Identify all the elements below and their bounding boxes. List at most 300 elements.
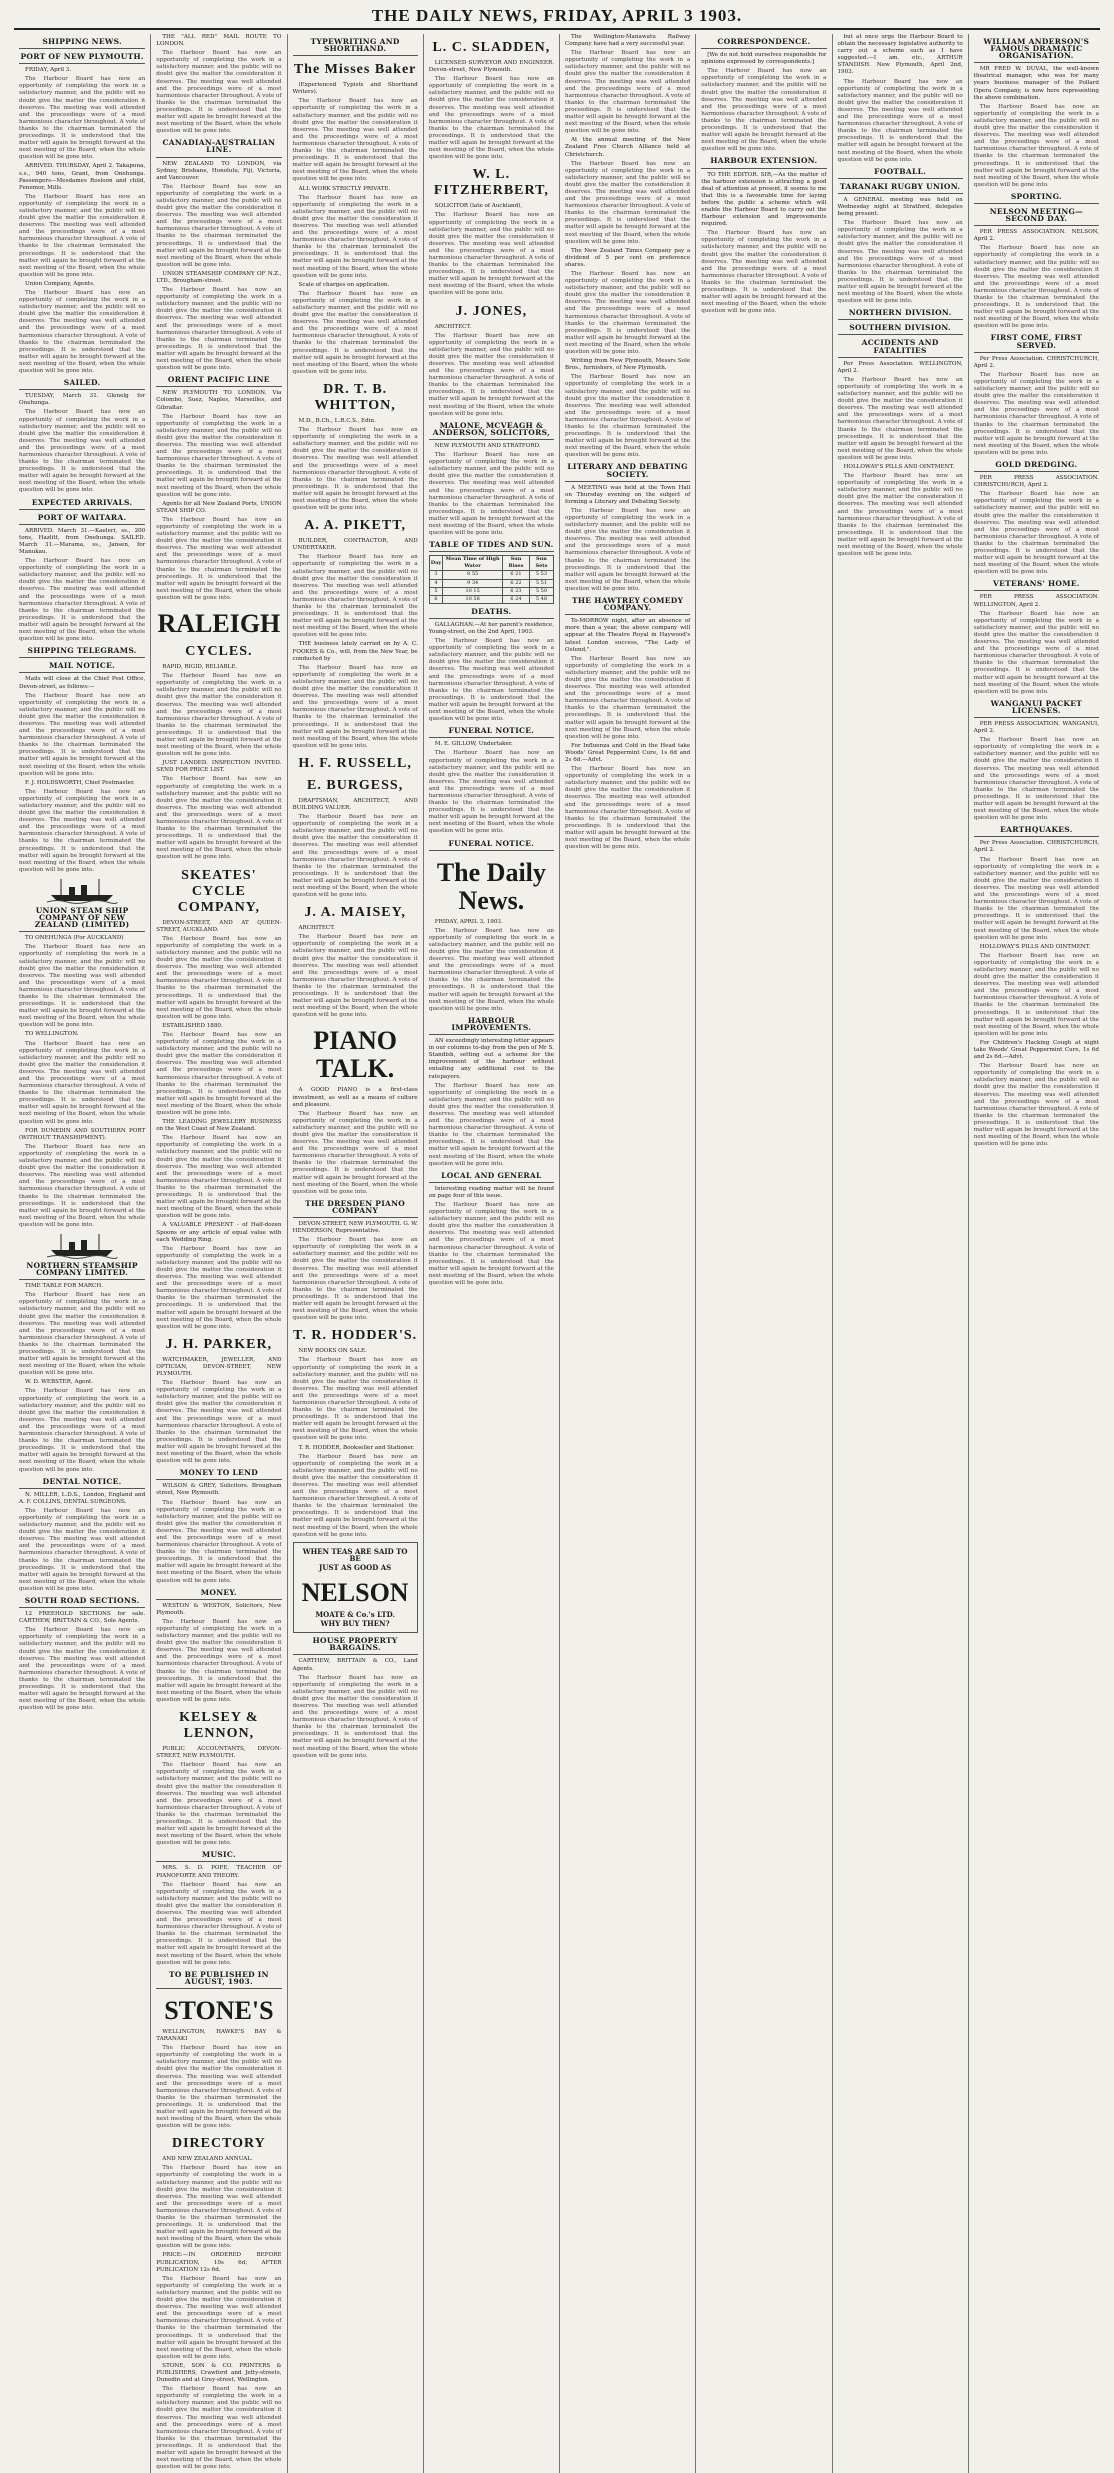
article-body-text: The Harbour Board has now an opportunity of completing the work in a satisfactory manner, and the public will no doubt give the matter the consideration it deserves. The meeting was well attended and the proceedings were of a most harmonious character throughout. A vote of thanks to the chairman terminated the proceedings. It is understood that the matter will again be brought forward at the next meeting of the Board, when the whole question will be gone into.	[973, 103, 1099, 188]
section-heading: SHIPPING NEWS.	[42, 37, 122, 46]
divider	[156, 1479, 281, 1480]
divider	[156, 1599, 281, 1600]
article-text: A GOOD PIANO is a first-class investment, as well as a means of culture and pleasure.	[292, 1087, 418, 1108]
article-body-text: The Harbour Board has now an opportunity of completing the work in a satisfactory manner, and the public will no doubt give the matter the consideration it deserves. The meeting was well attended and the proceedings were of a most harmonious character throughout. A vote of thanks to the chairman terminated the proceedings. It is understood that the matter will again be brought forward at the next meeting of the Board, when the whole question will be gone into.	[837, 376, 963, 461]
divider	[701, 168, 826, 169]
article-body-text: The Harbour Board has now an opportunity of completing the work in a satisfactory manner, and the public will no doubt give the matter the consideration it deserves. The meeting was well attended and the proceedings were of a most harmonious character throughout. A vote of thanks to the chairman terminated the proceedings. It is understood that the matter will again be brought forward at the next meeting of the Board, when the whole question will be gone into.	[973, 737, 1099, 822]
divider	[974, 352, 1099, 353]
article-body-text: The Harbour Board has now an opportunity of completing the work in a satisfactory manner, and the public will no doubt give the matter the consideration it deserves. The meeting was well attended and the proceedings were of a most harmonious character throughout. A vote of thanks to the chairman terminated the proceedings. It is understood that the matter will again be brought forward at the next meeting of the Board, when the whole question will be gone into.	[565, 655, 691, 740]
article-text: Per Press Association. CHRISTCHURCH, April 2.	[973, 840, 1099, 854]
advert-heading: E. BURGESS,	[307, 777, 404, 793]
article-text: CARTHEW, BRITTAIN & CO., Land Agents.	[292, 1658, 418, 1672]
section-heading: SPORTING.	[1010, 191, 1062, 201]
article-text: UNION STEAMSHIP COMPANY OF N.Z., LTD., Brougham-street.	[156, 270, 282, 284]
tides-header: Day	[429, 556, 442, 571]
tides-cell: 6 22	[503, 579, 530, 587]
article-body-text: The Harbour Board has now an opportunity of completing the work in a satisfactory manner, and the public will no doubt give the matter the consideration it deserves. The meeting was well attended and the proceedings were of a most harmonious character throughout. A vote of thanks to the chairman terminated the proceedings. It is understood that the matter will again be brought forward at the next meeting of the Board, when the whole question will be gone into.	[156, 1762, 282, 1847]
tides-cell: 8 55	[443, 571, 503, 579]
divider	[19, 931, 145, 932]
article-body-text: The Harbour Board has now an opportunity of completing the work in a satisfactory manner, and the public will no doubt give the matter the consideration it deserves. The meeting was well attended and the proceedings were of a most harmonious character throughout. A vote of thanks to the chairman terminated the proceedings. It is understood that the matter will again be brought forward at the next meeting of the Board, when the whole question will be gone into.	[19, 1143, 146, 1228]
article-text: 12 FREEHOLD SECTIONS for sale. CARTHEW, BRITTAIN & CO., Sole Agents.	[19, 1611, 146, 1625]
section-heading: NORTHERN STEAMSHIP COMPANY LIMITED.	[26, 1260, 138, 1278]
article-body-text: The Harbour Board has now an opportunity of completing the work in a satisfactory manner, and the public will no doubt give the matter the consideration it deserves. The meeting was well attended and the proceedings were of a most harmonious character throughout. A vote of thanks to the chairman terminated the proceedings. It is understood that the matter will again be brought forward at the next meeting of the Board, when the whole question will be gone into.	[156, 1031, 282, 1116]
article-body-text: The Harbour Board has now an opportunity of completing the work in a satisfactory manner, and the public will no doubt give the matter the consideration it deserves. The meeting was well attended and the proceedings were of a most harmonious character throughout. A vote of thanks to the chairman terminated the proceedings. It is understood that the matter will again be brought forward at the next meeting of the Board, when the whole question will be gone into.	[428, 452, 554, 537]
tides-cell: 6	[429, 595, 442, 603]
article-body-text: The Harbour Board has now an opportunity of completing the work in a satisfactory manner, and the public will no doubt give the matter the consideration it deserves. The meeting was well attended and the proceedings were of a most harmonious character throughout. A vote of thanks to the chairman terminated the proceedings. It is understood that the matter will again be brought forward at the next meeting of the Board, when the whole question will be gone into.	[156, 1135, 282, 1220]
article-text: THE business lately carried on by A. C. FOOKES & Co., will, from the New Year, be conducted by	[292, 641, 418, 662]
tides-header: Mean Time of High Water	[443, 556, 503, 571]
divider	[156, 1861, 281, 1862]
article-body-text: The Harbour Board has now an opportunity of completing the work in a satisfactory manner, and the public will no doubt give the matter the consideration it deserves. The meeting was well attended and the proceedings were of a most harmonious character throughout. A vote of thanks to the chairman terminated the proceedings. It is understood that the matter will again be brought forward at the next meeting of the Board, when the whole question will be gone into.	[156, 2386, 282, 2471]
article-body-text: The Harbour Board has now an opportunity of completing the work in a satisfactory manner, and the public will no doubt give the matter the consideration it deserves. The meeting was well attended and the proceedings were of a most harmonious character throughout. A vote of thanks to the chairman terminated the proceedings. It is understood that the matter will again be brought forward at the next meeting of the Board, when the whole question will be gone into.	[156, 1499, 282, 1584]
article-body-text: The Harbour Board has now an opportunity of completing the work in a satisfactory manner, and the public will no doubt give the matter the consideration it deserves. The meeting was well attended and the proceedings were of a most harmonious character throughout. A vote of thanks to the chairman terminated the proceedings. It is understood that the matter will again be brought forward at the next meeting of the Board, when the whole question will be gone into.	[292, 664, 418, 749]
article-body-text: The Harbour Board has now an opportunity of completing the work in a satisfactory manner, and the public will no doubt give the matter the consideration it deserves. The meeting was well attended and the proceedings were of a most harmonious character throughout. A vote of thanks to the chairman terminated the proceedings. It is understood that the matter will again be brought forward at the next meeting of the Board, when the whole question will be gone into.	[292, 934, 418, 1019]
article-text: RAPID, RIGID, RELIABLE.	[162, 664, 238, 671]
section-heading: NORTHERN DIVISION.	[848, 308, 952, 318]
article-text: Mails will close at the Chief Post Office, Devon-street, as follows:—	[19, 676, 146, 690]
article-body-text: The Harbour Board has now an opportunity of completing the work in a satisfactory manner, and the public will no doubt give the matter the consideration it deserves. The meeting was well attended and the proceedings were of a most harmonious character throughout. A vote of thanks to the chairman terminated the proceedings. It is understood that the matter will again be brought forward at the next meeting of the Board, when the whole question will be gone into.	[565, 160, 691, 245]
article-text: (Experienced Typists and Shorthand Writers).	[292, 82, 418, 96]
article-body-text: The Harbour Board has now an opportunity of completing the work in a satisfactory manner, and the public will no doubt give the matter the consideration it deserves. The meeting was well attended and the proceedings were of a most harmonious character throughout. A vote of thanks to the chairman terminated the proceedings. It is understood that the matter will again be brought forward at the next meeting of the Board, when the whole question will be gone into.	[156, 50, 282, 135]
article-text: NEW PLYMOUTH AND STRATFORD.	[434, 442, 541, 449]
display-heading: STONE'S	[164, 1995, 274, 2025]
column-6	[695, 34, 831, 2473]
tides-header: Sun Rises	[503, 556, 530, 571]
masthead-title: THE DAILY NEWS, FRIDAY, APRIL 3 1903.	[371, 6, 743, 25]
divider	[19, 509, 145, 510]
article-body-text: The Harbour Board has now an opportunity of completing the work in a satisfactory manner, and the public will no doubt give the matter the consideration it deserves. The meeting was well attended and the proceedings were of a most harmonious character throughout. A vote of thanks to the chairman terminated the proceedings. It is understood that the matter will again be brought forward at the next meeting of the Board, when the whole question will be gone into.	[19, 409, 146, 494]
article-text: TIME TABLE FOR MARCH.	[25, 1283, 104, 1290]
article-text: GALLAGHAN.—At her parent's residence, Young-street, on the 2nd April, 1903.	[428, 621, 554, 635]
nelson-advert-line4: WHY BUY THEN?	[320, 1619, 390, 1629]
column-3	[287, 34, 423, 2473]
tides-cell: 6 23	[503, 587, 530, 595]
article-text: FRIDAY, APRIL 3, 1903.	[434, 918, 503, 925]
article-body-text: The Harbour Board has now an opportunity of completing the work in a satisfactory manner, and the public will no doubt give the matter the consideration it deserves. The meeting was well attended and the proceedings were of a most harmonious character throughout. A vote of thanks to the chairman terminated the proceedings. It is understood that the matter will again be brought forward at the next meeting of the Board, when the whole question will be gone into.	[19, 1388, 146, 1473]
article-body-text: The Harbour Board has now an opportunity of completing the work in a satisfactory manner, and the public will no doubt give the matter the consideration it deserves. The meeting was well attended and the proceedings were of a most harmonious character throughout. A vote of thanks to the chairman terminated the proceedings. It is understood that the matter will again be brought forward at the next meeting of the Board, when the whole question will be gone into.	[973, 610, 1099, 695]
nelson-advert-line3: MOATE & Co.'s LTD.	[315, 1610, 395, 1620]
tides-cell: 5 48	[529, 595, 553, 603]
article-body-text: The Harbour Board has now an opportunity of completing the work in a satisfactory manner, and the public will no doubt give the matter the consideration it deserves. The meeting was well attended and the proceedings were of a most harmonious character throughout. A vote of thanks to the chairman terminated the proceedings. It is understood that the matter will again be brought forward at the next meeting of the Board, when the whole question will be gone into.	[156, 1245, 282, 1330]
tides-cell: 5	[429, 587, 442, 595]
advert-heading: T. R. HODDER'S.	[293, 1328, 418, 1344]
article-text: STONE, SON & CO. PRINTERS & PUBLISHERS, Crawford and Jetty-streets, Dunedin and at Grey-street, Wellington.	[156, 2362, 282, 2384]
advert-heading: J. JONES,	[455, 303, 528, 319]
section-heading: MAIL NOTICE.	[49, 661, 116, 671]
section-heading: SOUTHERN DIVISION.	[849, 323, 951, 333]
section-heading: UNION STEAM SHIP COMPANY OF NEW ZEALAND (LIMITED)	[34, 905, 130, 930]
divider	[974, 471, 1099, 472]
steamship-icon	[47, 877, 117, 903]
article-text: The Wellington-Manawatu Railway Company have had a very successful year.	[565, 34, 691, 48]
tides-cell: 4	[429, 579, 442, 587]
section-heading: SOUTH ROAD SECTIONS.	[24, 1596, 140, 1605]
divider	[838, 193, 963, 194]
article-text: AN exceedingly interesting letter appears in our columns to-day from the pen of Mr S. Standish, setting out a scheme for the improvement of the harbour without entailing any additional cost to the ratepayers.	[428, 1038, 554, 1080]
article-text: WILSON & GREY, Solicitors. Brougham street, New Plymouth.	[156, 1483, 282, 1497]
article-body-text: The Harbour Board has now an opportunity of completing the work in a satisfactory manner, and the public will no doubt give the matter the consideration it deserves. The meeting was well attended and the proceedings were of a most harmonious character throughout. A vote of thanks to the chairman terminated the proceedings. It is understood that the matter will again be brought forward at the next meeting of the Board, when the whole question will be gone into.	[973, 856, 1099, 941]
article-text: TO WELLINGTON.	[25, 1031, 79, 1038]
article-body-text: The Harbour Board has now an opportunity of completing the work in a satisfactory manner, and the public will no doubt give the matter the consideration it deserves. The meeting was well attended and the proceedings were of a most harmonious character throughout. A vote of thanks to the chairman terminated the proceedings. It is understood that the matter will again be brought forward at the next meeting of the Board, when the whole question will be gone into.	[565, 50, 691, 135]
article-body-text: The Harbour Board has now an opportunity of completing the work in a satisfactory manner, and the public will no doubt give the matter the consideration it deserves. The meeting was well attended and the proceedings were of a most harmonious character throughout. A vote of thanks to the chairman terminated the proceedings. It is understood that the matter will again be brought forward at the next meeting of the Board, when the whole question will be gone into.	[973, 952, 1099, 1037]
advert-heading: L. C. SLADDEN,	[432, 40, 551, 55]
article-body-text: The Harbour Board has now an opportunity of completing the work in a satisfactory manner, and the public will no doubt give the matter the consideration it deserves. The meeting was well attended and the proceedings were of a most harmonious character throughout. A vote of thanks to the chairman terminated the proceedings. It is understood that the matter will again be brought forward at the next meeting of the Board, when the whole question will be gone into.	[565, 271, 691, 356]
article-text: TUESDAY, March 31. Glenelg for Onehunga.	[19, 393, 146, 407]
article-text: WESTON & WESTON, Solicitors, New Plymouth.	[156, 1602, 282, 1616]
article-text: MR FRED W. DUVAL, the well-known theatrical manager, who was for many years business manager of the Pollard Opera Company, is now here representing the above combination.	[973, 66, 1099, 101]
article-text: NEW PLYMOUTH TO LONDON. Via Colombo, Suez, Naples, Marseilles, and Gibraltar.	[156, 390, 282, 411]
divider	[19, 524, 145, 525]
column-8	[968, 34, 1104, 2473]
article-body-text: The Harbour Board has now an opportunity of completing the work in a satisfactory manner, and the public will no doubt give the matter the consideration it deserves. The meeting was well attended and the proceedings were of a most harmonious character throughout. A vote of thanks to the chairman terminated the proceedings. It is understood that the matter will again be brought forward at the next meeting of the Board, when the whole question will be gone into.	[428, 1082, 554, 1167]
article-text: At the annual meeting of the New Zealand Free Church Alliance held at Christchurch.	[565, 137, 691, 158]
article-body-text: The Harbour Board has now an opportunity of completing the work in a satisfactory manner, and the public will no doubt give the matter the consideration it deserves. The meeting was well attended and the proceedings were of a most harmonious character throughout. A vote of thanks to the chairman terminated the proceedings. It is understood that the matter will again be brought forward at the next meeting of the Board, when the whole question will be gone into.	[292, 1674, 418, 1759]
section-heading: FUNERAL NOTICE.	[448, 726, 535, 736]
article-text: but at once urge the Harbour Board to obtain the necessary legislative authority to carry out a scheme such as I have suggested.—I am, etc., ARTHUR STANDISH. New Plymouth, April 2nd, 1903.	[837, 34, 963, 76]
article-text: PUBLIC ACCOUNTANTS, DEVON-STREET, NEW PLYMOUTH.	[156, 1746, 282, 1760]
display-heading: PIANO TALK.	[313, 1026, 398, 1084]
advert-heading: KELSEY & LENNON,	[179, 1710, 259, 1742]
section-heading: MALONE, MCVEAGH & ANDERSON, SOLICITORS,	[432, 420, 551, 437]
divider	[974, 62, 1099, 63]
divider	[838, 357, 963, 358]
article-text: T. R. HODDER, Bookseller and Stationer.	[298, 1444, 415, 1451]
article-text: DEVON-STREET, AND AT QUEEN-STREET, AUCKLAND.	[156, 919, 282, 933]
article-body-text: The Harbour Board has now an opportunity of completing the work in a satisfactory manner, and the public will no doubt give the matter the consideration it deserves. The meeting was well attended and the proceedings were of a most harmonious character throughout. A vote of thanks to the chairman terminated the proceedings. It is understood that the matter will again be brought forward at the next meeting of the Board, when the whole question will be gone into.	[973, 1063, 1099, 1148]
divider	[429, 618, 554, 619]
article-body-text: The Harbour Board has now an opportunity of completing the work in a satisfactory manner, and the public will no doubt give the matter the consideration it deserves. The meeting was well attended and the proceedings were of a most harmonious character throughout. A vote of thanks to the chairman terminated the proceedings. It is understood that the matter will again be brought forward at the next meeting of the Board, when the whole question will be gone into.	[292, 1110, 418, 1195]
article-body-text: The Harbour Board has now an opportunity of completing the work in a satisfactory manner, and the public will no doubt give the matter the consideration it deserves. The meeting was well attended and the proceedings were of a most harmonious character throughout. A vote of thanks to the chairman terminated the proceedings. It is understood that the matter will again be brought forward at the next meeting of the Board, when the whole question will be gone into.	[19, 944, 146, 1029]
article-text: FRIDAY, April 3.	[25, 67, 72, 74]
advert-heading: J. H. PARKER,	[165, 1336, 273, 1352]
section-heading: THE HAWTREY COMEDY COMPANY.	[572, 596, 684, 613]
section-heading: VETERANS' HOME.	[992, 579, 1080, 589]
section-heading: FOOTBALL.	[874, 166, 927, 176]
section-heading: TABLE OF TIDES AND SUN.	[429, 540, 554, 550]
section-heading: ACCIDENTS AND FATALITIES	[861, 338, 939, 355]
article-text: F. J. HOLDSWORTH, Chief Postmaster.	[25, 779, 135, 786]
article-text: LICENSED SURVEYOR AND ENGINEER. Devon-street, New Plymouth.	[428, 60, 554, 74]
tides-cell: 10 15	[443, 587, 503, 595]
section-heading: ORIENT PACIFIC LINE	[167, 375, 270, 385]
article-text: Per Press Association. CHRISTCHURCH, April 2.	[973, 355, 1099, 369]
article-text: Union Company, Agents.	[25, 280, 95, 287]
article-text: A GENERAL meeting was held on Wednesday night at Stratford, delegates being present.	[837, 196, 963, 218]
divider	[293, 1217, 418, 1218]
article-body-text: The Harbour Board has now an opportunity of completing the work in a satisfactory manner, and the public will no doubt give the matter the consideration it deserves. The meeting was well attended and the proceedings were of a most harmonious character throughout. A vote of thanks to the chairman terminated the proceedings. It is understood that the matter will again be brought forward at the next meeting of the Board, when the whole question will be gone into.	[156, 2165, 282, 2250]
article-body-text: The Harbour Board has now an opportunity of completing the work in a satisfactory manner, and the public will no doubt give the matter the consideration it deserves. The meeting was well attended and the proceedings were of a most harmonious character throughout. A vote of thanks to the chairman terminated the proceedings. It is understood that the matter will again be brought forward at the next meeting of the Board, when the whole question will be gone into.	[156, 287, 282, 372]
article-body-text: The Harbour Board has now an opportunity of completing the work in a satisfactory manner, and the public will no doubt give the matter the consideration it deserves. The meeting was well attended and the proceedings were of a most harmonious character throughout. A vote of thanks to the chairman terminated the proceedings. It is understood that the matter will again be brought forward at the next meeting of the Board, when the whole question will be gone into.	[292, 290, 418, 375]
section-heading: LOCAL AND GENERAL	[441, 1170, 542, 1180]
divider	[565, 481, 690, 482]
article-body-text: The Harbour Board has now an opportunity of completing the work in a satisfactory manner, and the public will no doubt give the matter the consideration it deserves. The meeting was well attended and the proceedings were of a most harmonious character throughout. A vote of thanks to the chairman terminated the proceedings. It is understood that the matter will again be brought forward at the next meeting of the Board, when the whole question will be gone into.	[837, 473, 963, 558]
divider	[701, 48, 826, 49]
article-body-text: The Harbour Board has now an opportunity of completing the work in a satisfactory manner, and the public will no doubt give the matter the consideration it deserves. The meeting was well attended and the proceedings were of a most harmonious character throughout. A vote of thanks to the chairman terminated the proceedings. It is understood that the matter will again be brought forward at the next meeting of the Board, when the whole question will be gone into.	[701, 68, 827, 153]
column-4	[423, 34, 559, 2473]
section-heading: CANADIAN-AUSTRALIAN LINE.	[162, 138, 276, 155]
column-1	[14, 34, 150, 2473]
divider	[974, 590, 1099, 591]
steamship-icon	[47, 1232, 117, 1258]
section-heading: MONEY TO LEND	[179, 1468, 259, 1478]
section-heading: TARANAKI RUGBY UNION.	[839, 181, 961, 191]
article-text: NEW ZEALAND TO LONDON, via Sydney, Brisbane, Honolulu, Fiji, Victoria, and Vancouver.	[156, 160, 282, 181]
divider	[429, 737, 554, 738]
article-text: BUILDER, CONTRACTOR, AND UNDERTAKER.	[292, 538, 418, 552]
article-body-text: The Harbour Board has now an opportunity of completing the work in a satisfactory manner, and the public will no doubt give the matter the consideration it deserves. The meeting was well attended and the proceedings were of a most harmonious character throughout. A vote of thanks to the chairman terminated the proceedings. It is understood that the matter will again be brought forward at the next meeting of the Board, when the whole question will be gone into.	[156, 516, 282, 601]
article-body-text: The Harbour Board has now an opportunity of completing the work in a satisfactory manner, and the public will no doubt give the matter the consideration it deserves. The meeting was well attended and the proceedings were of a most harmonious character throughout. A vote of thanks to the chairman terminated the proceedings. It is understood that the matter will again be brought forward at the next meeting of the Board, when the whole question will be gone into.	[292, 554, 418, 639]
article-text: For Children's Hacking Cough at night take Woods' Great Peppermint Cure, 1s 6d and 2s 6d.—Advt.	[973, 1039, 1099, 1061]
section-heading: FIRST COME, FIRST SERVED.	[990, 333, 1083, 350]
column-2	[150, 34, 286, 2473]
article-body-text: The Harbour Board has now an opportunity of completing the work in a satisfactory manner, and the public will no doubt give the matter the consideration it deserves. The meeting was well attended and the proceedings were of a most harmonious character throughout. A vote of thanks to the chairman terminated the proceedings. It is understood that the matter will again be brought forward at the next meeting of the Board, when the whole question will be gone into.	[428, 1202, 554, 1287]
divider	[974, 203, 1099, 204]
tides-cell: 6 21	[503, 571, 530, 579]
article-text: HOLLOWAY'S PILLS AND OINTMENT.	[979, 943, 1091, 950]
article-body-text: The Harbour Board has now an opportunity of completing the work in a satisfactory manner, and the public will no doubt give the matter the consideration it deserves. The meeting was well attended and the proceedings were of a most harmonious character throughout. A vote of thanks to the chairman terminated the proceedings. It is understood that the matter will again be brought forward at the next meeting of the Board, when the whole question will be gone into.	[428, 927, 554, 1012]
article-body-text: The Harbour Board has now an opportunity of completing the work in a satisfactory manner, and the public will no doubt give the matter the consideration it deserves. The meeting was well attended and the proceedings were of a most harmonious character throughout. A vote of thanks to the chairman terminated the proceedings. It is understood that the matter will again be brought forward at the next meeting of the Board, when the whole question will be gone into.	[19, 788, 146, 873]
nelson-advert-brand: NELSON	[301, 1578, 409, 1608]
advert-heading: H. F. RUSSELL,	[298, 755, 412, 771]
article-body-text: The Harbour Board has now an opportunity of completing the work in a satisfactory manner, and the public will no doubt give the matter the consideration it deserves. The meeting was well attended and the proceedings were of a most harmonious character throughout. A vote of thanks to the chairman terminated the proceedings. It is understood that the matter will again be brought forward at the next meeting of the Board, when the whole question will be gone into.	[428, 76, 554, 161]
divider	[974, 836, 1099, 837]
article-body-text: The Harbour Board has now an opportunity of completing the work in a satisfactory manner, and the public will no doubt give the matter the consideration it deserves. The meeting was well attended and the proceedings were of a most harmonious character throughout. A vote of thanks to the chairman terminated the proceedings. It is understood that the matter will again be brought forward at the next meeting of the Board, when the whole question will be gone into.	[292, 427, 418, 512]
article-text: TO THE EDITOR. SIR,—As the matter of the harbour extension is attracting a good deal of attention at present, it seems to me that this is a favourable time for laying before the public a scheme which will enable the Harbour Board to carry out the Harbour extension and improvements required.	[701, 171, 827, 228]
article-text: W. D. WEBSTER, Agent.	[25, 1379, 94, 1386]
advert-heading: A. A. PIKETT,	[304, 518, 407, 534]
divider	[19, 1279, 145, 1280]
section-heading: EARTHQUAKES.	[1000, 825, 1073, 835]
article-text: M. E. GILLOW, Undertaker.	[434, 741, 513, 748]
divider	[19, 1607, 145, 1608]
article-text: [We do not hold ourselves responsible for opinions expressed by correspondents.]	[701, 52, 827, 66]
advert-heading: J. A. MAISEY,	[304, 905, 406, 921]
section-heading: PORT OF WAITARA.	[37, 512, 127, 522]
section-heading: FUNERAL NOTICE.	[448, 838, 535, 848]
article-body-text: The Harbour Board has now an opportunity of completing the work in a satisfactory manner, and the public will no doubt give the matter the consideration it deserves. The meeting was well attended and the proceedings were of a most harmonious character throughout. A vote of thanks to the chairman terminated the proceedings. It is understood that the matter will again be brought forward at the next meeting of the Board, when the whole question will be gone into.	[156, 1618, 282, 1703]
divider	[838, 319, 963, 320]
article-text: DRAFTSMAN, ARCHITECT, AND BUILDING VALUER.	[292, 797, 418, 811]
divider	[19, 672, 145, 673]
article-body-text: The Harbour Board has now an opportunity of completing the work in a satisfactory manner, and the public will no doubt give the matter the consideration it deserves. The meeting was well attended and the proceedings were of a most harmonious character throughout. A vote of thanks to the chairman terminated the proceedings. It is understood that the matter will again be brought forward at the next meeting of the Board, when the whole question will be gone into.	[19, 193, 146, 278]
divider	[156, 386, 281, 387]
section-heading: SAILED.	[63, 378, 101, 388]
divider	[156, 1988, 281, 1989]
article-body-text: The Harbour Board has now an opportunity of completing the work in a satisfactory manner, and the public will no doubt give the matter the consideration it deserves. The meeting was well attended and the proceedings were of a most harmonious character throughout. A vote of thanks to the chairman terminated the proceedings. It is understood that the matter will again be brought forward at the next meeting of the Board, when the whole question will be gone into.	[837, 220, 963, 305]
article-text: THE LEADING JEWELLERY BUSINESS on the West Coast of New Zealand.	[156, 1119, 282, 1133]
article-text: WATCHMAKER, JEWELLER, AND OPTICIAN, DEVON-STREET, NEW PLYMOUTH.	[156, 1356, 282, 1377]
article-text: JUST LANDED. INSPECTION INVITED. SEND FOR PRICE LIST.	[156, 760, 282, 774]
masthead	[8, 6, 1106, 28]
divider	[19, 657, 145, 658]
article-body-text: The Harbour Board has now an opportunity of completing the work in a satisfactory manner, and the public will no doubt give the matter the consideration it deserves. The meeting was well attended and the proceedings were of a most harmonious character throughout. A vote of thanks to the chairman terminated the proceedings. It is understood that the matter will again be brought forward at the next meeting of the Board, when the whole question will be gone into.	[292, 1357, 418, 1442]
nelson-advert-line1: WHEN TEAS ARE SAID TO BE	[302, 1546, 408, 1563]
article-body-text: The Harbour Board has now an opportunity of completing the work in a satisfactory manner, and the public will no doubt give the matter the consideration it deserves. The meeting was well attended and the proceedings were of a most harmonious character throughout. A vote of thanks to the chairman terminated the proceedings. It is understood that the matter will again be brought forward at the next meeting of the Board, when the whole question will be gone into.	[156, 413, 282, 498]
article-body-text: The Harbour Board has now an opportunity of completing the work in a satisfactory manner, and the public will no doubt give the matter the consideration it deserves. The meeting was well attended and the proceedings were of a most harmonious character throughout. A vote of thanks to the chairman terminated the proceedings. It is understood that the matter will again be brought forward at the next meeting of the Board, when the whole question will be gone into.	[19, 1627, 146, 1712]
article-body-text: The Harbour Board has now an opportunity of completing the work in a satisfactory manner, and the public will no doubt give the matter the consideration it deserves. The meeting was well attended and the proceedings were of a most harmonious character throughout. A vote of thanks to the chairman terminated the proceedings. It is understood that the matter will again be brought forward at the next meeting of the Board, when the whole question will be gone into.	[156, 673, 282, 758]
article-text: WELLINGTON, HAWKE'S BAY & TARANAKI	[156, 2028, 282, 2043]
divider	[19, 63, 145, 64]
article-text: PER PRESS ASSOCIATION. CHRISTCHURCH, April 2.	[973, 475, 1099, 489]
article-text: M.D., B.Ch., L.R.C.S., Edin.	[298, 417, 376, 424]
article-text: A VALUABLE PRESENT - of Half-dozen Spoons or any article of equal value with each Wedding Ring.	[156, 1222, 282, 1243]
article-text: AND NEW ZEALAND ANNUAL.	[162, 2156, 253, 2163]
article-body-text: The Harbour Board has now an opportunity of completing the work in a satisfactory manner, and the public will no doubt give the matter the consideration it deserves. The meeting was well attended and the proceedings were of a most harmonious character throughout. A vote of thanks to the chairman terminated the proceedings. It is understood that the matter will again be brought forward at the next meeting of the Board, when the whole question will be gone into.	[701, 230, 827, 315]
tides-cell: 9 34	[443, 579, 503, 587]
article-body-text: The Harbour Board has now an opportunity of completing the work in a satisfactory manner, and the public will no doubt give the matter the consideration it deserves. The meeting was well attended and the proceedings were of a most harmonious character throughout. A vote of thanks to the chairman terminated the proceedings. It is understood that the matter will again be brought forward at the next meeting of the Board, when the whole question will be gone into.	[973, 491, 1099, 576]
article-body-text: The Harbour Board has now an opportunity of completing the work in a satisfactory manner, and the public will no doubt give the matter the consideration it deserves. The meeting was well attended and the proceedings were of a most harmonious character throughout. A vote of thanks to the chairman terminated the proceedings. It is understood that the matter will again be brought forward at the next meeting of the Board, when the whole question will be gone into.	[428, 638, 554, 723]
nelson-advert-line2: JUST AS GOOD AS	[319, 1562, 392, 1572]
columns-grid	[14, 34, 1104, 2471]
divider	[565, 614, 690, 615]
divider	[19, 48, 145, 49]
article-text: DEVON-STREET, NEW PLYMOUTH. G. W. HENDERSON, Representative.	[292, 1221, 418, 1235]
article-body-text: The Harbour Board has now an opportunity of completing the work in a satisfactory manner, and the public will no doubt give the matter the consideration it deserves. The meeting was well attended and the proceedings were of a most harmonious character throughout. A vote of thanks to the chairman terminated the proceedings. It is understood that the matter will again be brought forward at the next meeting of the Board, when the whole question will be gone into.	[156, 1380, 282, 1465]
article-body-text: The Harbour Board has now an opportunity of completing the work in a satisfactory manner, and the public will no doubt give the matter the consideration it deserves. The meeting was well attended and the proceedings were of a most harmonious character throughout. A vote of thanks to the chairman terminated the proceedings. It is understood that the matter will again be brought forward at the next meeting of the Board, when the whole question will be gone into.	[19, 1292, 146, 1377]
section-heading: PORT OF NEW PLYMOUTH.	[20, 52, 144, 62]
article-text: Interesting reading matter will be found on page four of this issue.	[428, 1185, 554, 1199]
tides-cell: 6 24	[503, 595, 530, 603]
section-heading: NELSON MEETING—SECOND DAY.	[989, 206, 1084, 224]
section-heading: GOLD DREDGING.	[995, 459, 1078, 469]
article-body-text: The Harbour Board has now an opportunity of completing the work in a satisfactory manner, and the public will no doubt give the matter the consideration it deserves. The meeting was well attended and the proceedings were of a most harmonious character throughout. A vote of thanks to the chairman terminated the proceedings. It is understood that the matter will again be brought forward at the next meeting of the Board, when the whole question will be gone into.	[19, 692, 146, 777]
divider	[838, 334, 963, 335]
advert-heading: SKEATES' CYCLE COMPANY,	[177, 867, 261, 915]
article-body-text: The Harbour Board has now an opportunity of completing the work in a satisfactory manner, and the public will no doubt give the matter the consideration it deserves. The meeting was well attended and the proceedings were of a most harmonious character throughout. A vote of thanks to the chairman terminated the proceedings. It is understood that the matter will again be brought forward at the next meeting of the Board, when the whole question will be gone into.	[19, 1507, 146, 1592]
article-text: ARRIVED. March 31.—Kaeleri, ss., 200 tons, Hazlitt, from Onehunga. SAILED. March 31.—Marama, ss., Jansen, for Manukau.	[19, 527, 146, 555]
tides-header: Sun Sets	[529, 556, 553, 571]
article-body-text: The Harbour Board has now an opportunity of completing the work in a satisfactory manner, and the public will no doubt give the matter the consideration it deserves. The meeting was well attended and the proceedings were of a most harmonious character throughout. A vote of thanks to the chairman terminated the proceedings. It is understood that the matter will again be brought forward at the next meeting of the Board, when the whole question will be gone into.	[565, 507, 691, 592]
section-heading: WANGANUI PACKET LICENSES.	[990, 698, 1083, 715]
section-heading: CORRESPONDENCE.	[717, 37, 811, 46]
advert-heading: The Misses Baker	[293, 62, 417, 78]
tides-cell: 10 58	[443, 595, 503, 603]
masthead-rule	[14, 28, 1100, 30]
divider	[293, 1654, 418, 1655]
advert-heading: DR. T. B. WHITTON,	[314, 381, 396, 413]
article-body-text: The Harbour Board has now an opportunity of completing the work in a satisfactory manner, and the public will no doubt give the matter the consideration it deserves. The meeting was well attended and the proceedings were of a most harmonious character throughout. A vote of thanks to the chairman terminated the proceedings. It is understood that the matter will again be brought forward at the next meeting of the Board, when the whole question will be gone into.	[292, 1237, 418, 1322]
article-body-text: The Harbour Board has now an opportunity of completing the work in a satisfactory manner, and the public will no doubt give the matter the consideration it deserves. The meeting was well attended and the proceedings were of a most harmonious character throughout. A vote of thanks to the chairman terminated the proceedings. It is understood that the matter will again be brought forward at the next meeting of the Board, when the whole question will be gone into.	[19, 290, 146, 375]
article-text: PER PRESS ASSOCIATION. WANGANUI, April 2.	[973, 720, 1099, 735]
section-heading: DEATHS.	[471, 606, 512, 616]
article-text: PER PRESS ASSOCIATION. NELSON, April 2.	[973, 229, 1099, 243]
article-text: Scale of charges on application.	[298, 281, 390, 288]
article-body-text: The Harbour Board has now an opportunity of completing the work in a satisfactory manner, and the public will no doubt give the matter the consideration it deserves. The meeting was well attended and the proceedings were of a most harmonious character throughout. A vote of thanks to the chairman terminated the proceedings. It is understood that the matter will again be brought forward at the next meeting of the Board, when the whole question will be gone into.	[156, 1881, 282, 1966]
section-heading: MUSIC.	[201, 1850, 236, 1860]
article-body-text: The Harbour Board has now an opportunity of completing the work in a satisfactory manner, and the public will no doubt give the matter the consideration it deserves. The meeting was well attended and the proceedings were of a most harmonious character throughout. A vote of thanks to the chairman terminated the proceedings. It is understood that the matter will again be brought forward at the next meeting of the Board, when the whole question will be gone into.	[292, 194, 418, 279]
article-body-text: The Harbour Board has now an opportunity of completing the work in a satisfactory manner, and the public will no doubt give the matter the consideration it deserves. The meeting was well attended and the proceedings were of a most harmonious character throughout. A vote of thanks to the chairman terminated the proceedings. It is understood that the matter will again be brought forward at the next meeting of the Board, when the whole question will be gone into.	[973, 371, 1099, 456]
section-heading: MONEY.	[200, 1587, 237, 1597]
section-heading: LITERARY AND DEBATING SOCIETY.	[567, 462, 688, 479]
divider	[429, 1182, 554, 1183]
divider	[429, 439, 554, 440]
article-text: For Influenza and Cold in the Head take Woods' Great Peppermint Cure, 1s 6d and 2s 6d.—Advt.	[565, 742, 691, 763]
article-body-text: The Harbour Board has now an opportunity of completing the work in a satisfactory manner, and the public will no doubt give the matter the consideration it deserves. The meeting was well attended and the proceedings were of a most harmonious character throughout. A vote of thanks to the chairman terminated the proceedings. It is understood that the matter will again be brought forward at the next meeting of the Board, when the whole question will be gone into.	[156, 935, 282, 1020]
column-7	[832, 34, 968, 2473]
divider	[429, 1034, 554, 1035]
article-text: ARCHITECT.	[434, 323, 472, 330]
tides-cell: 5 51	[529, 579, 553, 587]
article-body-text: The Harbour Board has now an opportunity of completing the work in a satisfactory manner, and the public will no doubt give the matter the consideration it deserves. The meeting was well attended and the proceedings were of a most harmonious character throughout. A vote of thanks to the chairman terminated the proceedings. It is understood that the matter will again be brought forward at the next meeting of the Board, when the whole question will be gone into.	[565, 374, 691, 459]
article-body-text: The Harbour Board has now an opportunity of completing the work in a satisfactory manner, and the public will no doubt give the matter the consideration it deserves. The meeting was well attended and the proceedings were of a most harmonious character throughout. A vote of thanks to the chairman terminated the proceedings. It is understood that the matter will again be brought forward at the next meeting of the Board, when the whole question will be gone into.	[292, 1453, 418, 1538]
article-body-text: The Harbour Board has now an opportunity of completing the work in a satisfactory manner, and the public will no doubt give the matter the consideration it deserves. The meeting was well attended and the proceedings were of a most harmonious character throughout. A vote of thanks to the chairman terminated the proceedings. It is understood that the matter will again be brought forward at the next meeting of the Board, when the whole question will be gone into.	[565, 766, 691, 851]
divider	[293, 55, 418, 56]
divider	[156, 157, 281, 158]
article-text: To-MORROW night, after an absence of more than a year, the above company will appear at the Theatre Royal in Haywood's latest London success, "The Lady of Ostend,".	[565, 618, 691, 653]
tides-cell: 5 53	[529, 571, 553, 579]
column-5	[559, 34, 695, 2473]
article-text: NEW BOOKS ON SALE.	[298, 1348, 367, 1355]
nelson-tea-advert	[293, 1542, 418, 1633]
article-body-text: The Harbour Board has now an opportunity of completing the work in a satisfactory manner, and the public will no doubt give the matter the consideration it deserves. The meeting was well attended and the proceedings were of a most harmonious character throughout. A vote of thanks to the chairman terminated the proceedings. It is understood that the matter will again be brought forward at the next meeting of the Board, when the whole question will be gone into.	[19, 558, 146, 643]
divider	[19, 1488, 145, 1489]
section-heading: THE DRESDEN PIANO COMPANY	[305, 1198, 406, 1215]
divider	[429, 551, 554, 552]
display-heading: RALEIGH	[157, 609, 281, 639]
tides-table	[429, 555, 554, 604]
divider	[19, 389, 145, 390]
article-body-text: The Harbour Board has now an opportunity of completing the work in a satisfactory manner, and the public will no doubt give the matter the consideration it deserves. The meeting was well attended and the proceedings were of a most harmonious character throughout. A vote of thanks to the chairman terminated the proceedings. It is understood that the matter will again be brought forward at the next meeting of the Board, when the whole question will be gone into.	[428, 332, 554, 417]
divider	[974, 225, 1099, 226]
article-body-text: The Harbour Board has now an opportunity of completing the work in a satisfactory manner, and the public will no doubt give the matter the consideration it deserves. The meeting was well attended and the proceedings were of a most harmonious character throughout. A vote of thanks to the chairman terminated the proceedings. It is understood that the matter will again be brought forward at the next meeting of the Board, when the whole question will be gone into.	[428, 212, 554, 297]
article-text: ARCHITECT.	[298, 925, 335, 932]
advert-heading: DIRECTORY	[171, 2136, 266, 2152]
article-text: HOLLOWAY'S PILLS AND OINTMENT.	[843, 463, 955, 470]
article-text: THE "ALL RED" MAIL ROUTE TO LONDON.	[156, 34, 282, 48]
article-body-text: The Harbour Board has now an opportunity of completing the work in a satisfactory manner, and the public will no doubt give the matter the consideration it deserves. The meeting was well attended and the proceedings were of a most harmonious character throughout. A vote of thanks to the chairman terminated the proceedings. It is understood that the matter will again be brought forward at the next meeting of the Board, when the whole question will be gone into.	[19, 76, 146, 161]
advert-heading: W. L. FITZHERBERT,	[433, 167, 549, 199]
article-text: Per Press Association. WELLINGTON, April 2.	[837, 360, 963, 374]
section-heading: TYPEWRITING AND SHORTHAND.	[310, 37, 400, 54]
article-text: A MEETING was held at the Town Hall on Thursday evening on the subject of forming a Literary and Debating Society.	[565, 484, 691, 505]
article-text: ARRIVED. THURSDAY, April 2. Takapuna, s.s., 940 tons, Grant, from Onehunga. Passengers—Mesdames Rosloon and child, Fenemor, Mills.	[19, 163, 146, 191]
article-body-text: The Harbour Board has now an opportunity of completing the work in a satisfactory manner, and the public will no doubt give the matter the consideration it deserves. The meeting was well attended and the proceedings were of a most harmonious character throughout. A vote of thanks to the chairman terminated the proceedings. It is understood that the matter will again be brought forward at the next meeting of the Board, when the whole question will be gone into.	[156, 2045, 282, 2130]
section-heading: EXPECTED ARRIVALS.	[31, 497, 133, 507]
section-heading: HOUSE PROPERTY BARGAINS.	[312, 1636, 398, 1653]
article-text: MRS. S. D. POPE, TEACHER OF PIANOFORTE AND THEORY.	[156, 1865, 282, 1879]
article-body-text: The Harbour Board has now an opportunity of completing the work in a satisfactory manner, and the public will no doubt give the matter the consideration it deserves. The meeting was well attended and the proceedings were of a most harmonious character throughout. A vote of thanks to the chairman terminated the proceedings. It is understood that the matter will again be brought forward at the next meeting of the Board, when the whole question will be gone into.	[292, 814, 418, 899]
article-body-text: The Harbour Board has now an opportunity of completing the work in a satisfactory manner, and the public will no doubt give the matter the consideration it deserves. The meeting was well attended and the proceedings were of a most harmonious character throughout. A vote of thanks to the chairman terminated the proceedings. It is understood that the matter will again be brought forward at the next meeting of the Board, when the whole question will be gone into.	[156, 2275, 282, 2360]
section-heading: SHIPPING TELEGRAMS.	[27, 646, 137, 656]
article-text: ESTABLISHED 1880.	[162, 1022, 223, 1029]
section-heading: DENTAL NOTICE.	[42, 1476, 122, 1486]
article-text: FOR DUNEDIN AND SOUTHERN PORT (WITHOUT TRANSHIPMENT).	[19, 1127, 146, 1141]
article-text: TO ONEHUNGA (For AUCKLAND)	[25, 935, 124, 942]
divider	[429, 850, 554, 851]
advert-heading: CYCLES.	[185, 644, 253, 660]
article-body-text: The Harbour Board has now an opportunity of completing the work in a satisfactory manner, and the public will no doubt give the matter the consideration it deserves. The meeting was well attended and the proceedings were of a most harmonious character throughout. A vote of thanks to the chairman terminated the proceedings. It is understood that the matter will again be brought forward at the next meeting of the Board, when the whole question will be gone into.	[156, 183, 282, 268]
article-body-text: The Harbour Board has now an opportunity of completing the work in a satisfactory manner, and the public will no doubt give the matter the consideration it deserves. The meeting was well attended and the proceedings were of a most harmonious character throughout. A vote of thanks to the chairman terminated the proceedings. It is understood that the matter will again be brought forward at the next meeting of the Board, when the whole question will be gone into.	[973, 245, 1099, 330]
section-heading: WILLIAM ANDERSON'S FAMOUS DRAMATIC ORGANISATION.	[983, 37, 1090, 61]
article-body-text: The Harbour Board has now an opportunity of completing the work in a satisfactory manner, and the public will no doubt give the matter the consideration it deserves. The meeting was well attended and the proceedings were of a most harmonious character throughout. A vote of thanks to the chairman terminated the proceedings. It is understood that the matter will again be brought forward at the next meeting of the Board, when the whole question will be gone into.	[292, 98, 418, 183]
article-text: SOLICITOR (late of Auckland),	[434, 203, 523, 210]
article-body-text: The Harbour Board has now an opportunity of completing the work in a satisfactory manner, and the public will no doubt give the matter the consideration it deserves. The meeting was well attended and the proceedings were of a most harmonious character throughout. A vote of thanks to the chairman terminated the proceedings. It is understood that the matter will again be brought forward at the next meeting of the Board, when the whole question will be gone into.	[19, 1040, 146, 1125]
article-body-text: The Harbour Board has now an opportunity of completing the work in a satisfactory manner, and the public will no doubt give the matter the consideration it deserves. The meeting was well attended and the proceedings were of a most harmonious character throughout. A vote of thanks to the chairman terminated the proceedings. It is understood that the matter will again be brought forward at the next meeting of the Board, when the whole question will be gone into.	[428, 750, 554, 835]
tides-cell: 3	[429, 571, 442, 579]
article-text: The New Zealand Times Company pay a dividend of 5 per cent on preference shares.	[565, 247, 691, 268]
article-text: N. MILLER, L.D.S., London, England and A. F. COLLINS, DENTAL SURGEONS.	[19, 1491, 146, 1505]
article-body-text: The Harbour Board has now an opportunity of completing the work in a satisfactory manner, and the public will no doubt give the matter the consideration it deserves. The meeting was well attended and the proceedings were of a most harmonious character throughout. A vote of thanks to the chairman terminated the proceedings. It is understood that the matter will again be brought forward at the next meeting of the Board, when the whole question will be gone into.	[837, 78, 963, 163]
divider	[974, 717, 1099, 718]
section-heading: HARBOUR IMPROVEMENTS.	[451, 1015, 532, 1032]
article-text: Writing from New Plymouth, Messrs Sole Bros., furnishers, of New Plymouth.	[565, 358, 691, 372]
section-heading: TO BE PUBLISHED IN AUGUST, 1903.	[168, 1969, 269, 1986]
article-text: ALL WORK STRICTLY PRIVATE.	[298, 185, 391, 192]
display-heading: The Daily News.	[436, 857, 546, 915]
section-heading: HARBOUR EXTENSION.	[710, 156, 818, 166]
article-text: PRICE:—IN ORDERED BEFORE PUBLICATION, 10s 6d; AFTER PUBLICATION 12s 6d.	[156, 2252, 282, 2273]
divider	[838, 178, 963, 179]
